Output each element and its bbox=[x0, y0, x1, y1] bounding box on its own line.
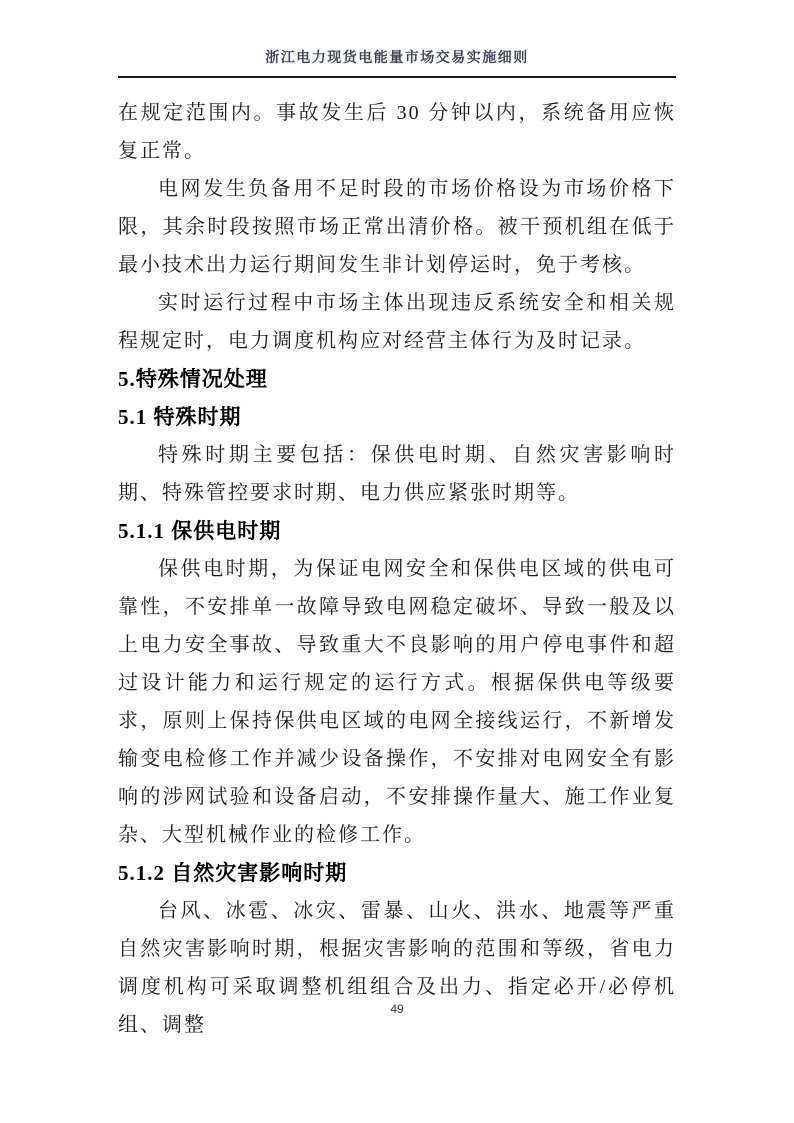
page-number: 49 bbox=[390, 1002, 404, 1016]
section-heading: 5.特殊情况处理 bbox=[118, 367, 268, 391]
document-body bbox=[118, 94, 676, 1044]
section-heading: 5.1.1 保供电时期 bbox=[118, 519, 282, 543]
header-rule bbox=[118, 76, 676, 78]
paragraph: 台风、冰雹、冰灾、雷暴、山火、洪水、地震等严重自然灾害影响时期，根据灾害影响的范围和等级，省电力调度机构可采取调整机组组合及出力、指定必开/必停机组、调整 bbox=[118, 900, 676, 1036]
paragraph: 保供电时期，为保证电网安全和保供电区域的供电可靠性，不安排单一故障导致电网稳定破坏、导致一般及以上电力安全事故、导致重大不良影响的用户停电事件和超过设计能力和运行规定的运行方式。根据保供电等级要求，原则上保持保供电区域的电网全接线运行，不新增发输变电检修工作并减少设备操作，不安排对电网安全有影响的涉网试验和设备启动，不安排操作量大、施工作业复杂、大型机械作业的检修工作。 bbox=[118, 558, 676, 846]
paragraph: 电网发生负备用不足时段的市场价格设为市场价格下限，其余时段按照市场正常出清价格。被干预机组在低于最小技术出力运行期间发生非计划停运时，免于考核。 bbox=[118, 178, 676, 276]
page-footer bbox=[0, 1000, 794, 1018]
paragraph: 实时运行过程中市场主体出现违反系统安全和相关规程规定时，电力调度机构应对经营主体行为及时记录。 bbox=[118, 292, 676, 352]
document-title: 浙江电力现货电能量市场交易实施细则 bbox=[265, 51, 529, 66]
paragraph: 特殊时期主要包括：保供电时期、自然灾害影响时期、特殊管控要求时期、电力供应紧张时期等。 bbox=[118, 444, 676, 504]
paragraph: 在规定范围内。事故发生后 30 分钟以内，系统备用应恢复正常。 bbox=[118, 102, 676, 162]
section-heading: 5.1.2 自然灾害影响时期 bbox=[118, 861, 348, 885]
section-heading: 5.1 特殊时期 bbox=[118, 405, 242, 429]
page-header bbox=[118, 50, 676, 68]
